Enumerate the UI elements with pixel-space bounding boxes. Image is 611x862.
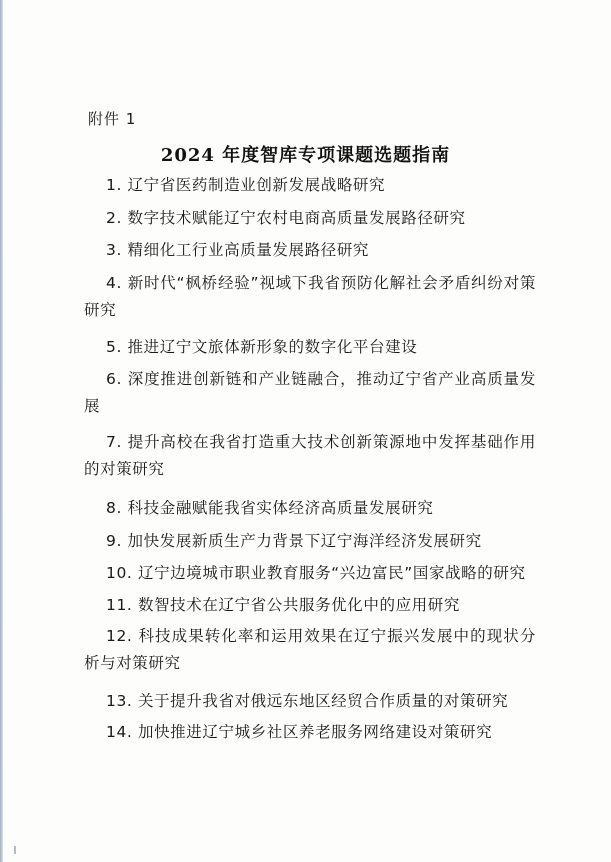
topic-item-10: 10. 辽宁边境城市职业教育服务“兴边富民”国家战略的研究 <box>106 564 526 582</box>
topic-item-7: 7. 提升高校在我省打造重大技术创新策源地中发挥基础作用的对策研究 <box>84 433 536 478</box>
topic-item-14: 14. 加快推进辽宁城乡社区养老服务网络建设对策研究 <box>106 723 493 741</box>
topic-item-5: 5. 推进辽宁文旅体新形象的数字化平台建设 <box>106 338 418 356</box>
document-title: 2024 年度智库专项课题选题指南 <box>160 145 451 166</box>
topic-item-11: 11. 数智技术在辽宁省公共服务优化中的应用研究 <box>106 596 460 614</box>
topic-item-3: 3. 精细化工行业高质量发展路径研究 <box>106 241 370 259</box>
topic-item-12: 12. 科技成果转化率和运用效果在辽宁振兴发展中的现状分析与对策研究 <box>84 627 536 672</box>
topic-item-2: 2. 数字技术赋能辽宁农村电商高质量发展路径研究 <box>106 209 466 227</box>
topic-item-8: 8. 科技金融赋能我省实体经济高质量发展研究 <box>106 499 434 517</box>
topic-item-6: 6. 深度推进创新链和产业链融合，推动辽宁省产业高质量发展 <box>84 370 536 415</box>
scan-mark <box>14 846 16 854</box>
topic-item-9: 9. 加快发展新质生产力背景下辽宁海洋经济发展研究 <box>106 532 482 550</box>
scan-edge <box>0 0 3 862</box>
topic-item-1: 1. 辽宁省医药制造业创新发展战略研究 <box>106 176 386 194</box>
topic-item-4: 4. 新时代“枫桥经验”视域下我省预防化解社会矛盾纠纷对策研究 <box>84 274 536 319</box>
attachment-label: 附件 1 <box>88 110 137 128</box>
topic-item-13: 13. 关于提升我省对俄远东地区经贸合作质量的对策研究 <box>106 692 509 710</box>
